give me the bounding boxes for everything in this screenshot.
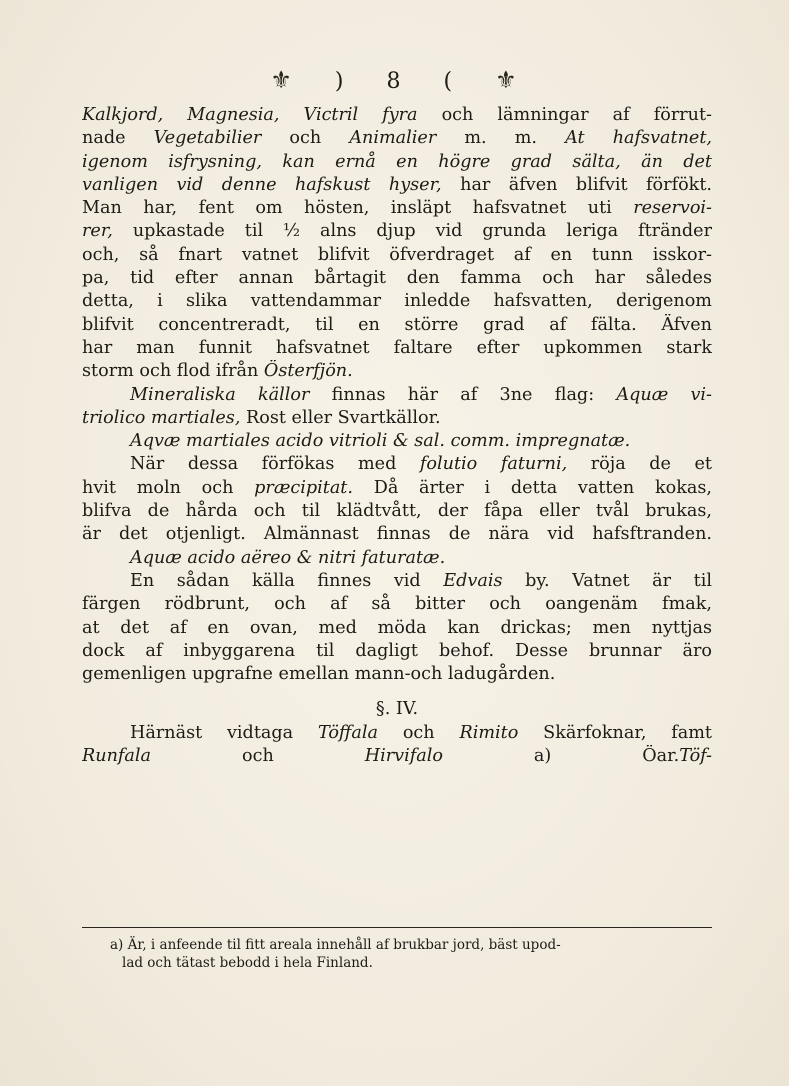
text-run: hvit moln och bbox=[82, 477, 255, 498]
text-run: pa, tid efter annan bårtagit den famma och har således bbox=[82, 268, 712, 289]
body-text bbox=[82, 104, 712, 768]
text-line bbox=[82, 570, 712, 593]
text-run: nade bbox=[82, 128, 154, 149]
text-italic: reservoi- bbox=[633, 198, 712, 219]
header-paren-left: ) bbox=[334, 69, 346, 94]
text-line bbox=[82, 197, 712, 220]
footnote-line: lad och tätast bebodd i hela Finland. bbox=[122, 955, 373, 971]
text-italic: Vegetabilier bbox=[153, 128, 262, 149]
text-run: by. Vatnet är til bbox=[502, 570, 712, 591]
page-number: 8 bbox=[386, 69, 403, 94]
text-italic: vanligen vid denne hafskust hyser, bbox=[82, 174, 442, 195]
text-run: §. IV. bbox=[375, 699, 419, 720]
text-run: Rost eller Svartkällor. bbox=[240, 407, 441, 428]
text-line bbox=[82, 384, 712, 407]
text-italic: Runfala bbox=[82, 746, 152, 767]
text-line bbox=[82, 430, 712, 453]
text-run: färgen rödbrunt, och af så bitter och oangenäm fmak, bbox=[82, 594, 712, 615]
text-line bbox=[82, 267, 712, 290]
text-line bbox=[82, 500, 712, 523]
text-line bbox=[82, 174, 712, 197]
text-run: och, så fnart vatnet blifvit öfverdraget af en tunn isskor- bbox=[82, 244, 712, 265]
text-line bbox=[82, 663, 712, 686]
text-line bbox=[82, 104, 712, 127]
fleur-de-lis-left-icon: ⚜ bbox=[270, 66, 294, 94]
footnote bbox=[110, 936, 712, 972]
text-italic: Aquæ vi- bbox=[616, 384, 712, 405]
text-line bbox=[82, 220, 712, 243]
text-run: Skärfoknar, famt bbox=[518, 722, 712, 743]
text-run: m. m. bbox=[436, 128, 566, 149]
text-line bbox=[82, 453, 712, 476]
page-header bbox=[0, 66, 789, 100]
text-italic: At hafsvatnet, bbox=[565, 128, 712, 149]
text-run: storm och flod ifrån bbox=[82, 361, 264, 382]
text-run: detta, i slika vattendammar inledde hafsvatten, derigenom bbox=[82, 291, 712, 312]
text-run: är det otjenligt. Almännast finnas de nära vid hafsftranden. bbox=[82, 524, 712, 545]
text-run: Man har, fent om hösten, insläpt hafsvatnet uti bbox=[82, 198, 634, 219]
text-line bbox=[82, 722, 712, 745]
text-run: gemenligen upgrafne emellan mann-och ladugården. bbox=[82, 664, 556, 685]
text-run: röja de et bbox=[567, 454, 712, 475]
text-line bbox=[82, 617, 712, 640]
text-line bbox=[82, 547, 712, 570]
text-run: och bbox=[151, 746, 365, 767]
text-run: Då ärter i detta vatten kokas, bbox=[352, 477, 712, 498]
section-gap bbox=[82, 686, 712, 698]
text-line bbox=[82, 640, 712, 663]
text-italic: igenom isfrysning, kan ernå en högre grad sälta, än det bbox=[82, 151, 712, 172]
text-italic: Mineraliska källor bbox=[130, 384, 310, 405]
text-line bbox=[82, 523, 712, 546]
text-run: finnas här af 3ne flag: bbox=[309, 384, 617, 405]
text-line bbox=[82, 477, 712, 500]
text-line bbox=[82, 337, 712, 360]
text-run: blifvit concentreradt, til en större grad af fälta. Äfven bbox=[82, 314, 712, 335]
text-italic: Kalkjord, Magnesia, Victril fyra bbox=[82, 105, 418, 125]
text-italic: Aquæ acido aëreo & nitri faturatæ. bbox=[130, 547, 446, 568]
text-line bbox=[82, 314, 712, 337]
text-run: och lämningar af förrut- bbox=[417, 105, 712, 125]
text-run: dock af inbyggarena til dagligt behof. Desse brunnar äro bbox=[82, 640, 712, 661]
text-run: upkastade til ½ alns djup vid grunda leriga ftränder bbox=[112, 221, 712, 242]
text-italic: Töf- bbox=[679, 746, 712, 767]
text-line bbox=[82, 407, 712, 430]
text-italic: præcipitat. bbox=[254, 477, 353, 498]
footnote-divider bbox=[82, 927, 712, 928]
header-paren-right: ( bbox=[443, 69, 455, 94]
text-line bbox=[82, 593, 712, 616]
text-italic: Rimito bbox=[459, 722, 519, 743]
text-italic: Animalier bbox=[349, 128, 437, 149]
text-run: blifva de hårda och til klädtvått, der fåpa eller tvål brukas, bbox=[82, 501, 712, 522]
text-run: och bbox=[378, 722, 460, 743]
fleur-de-lis-right-icon: ⚜ bbox=[495, 66, 519, 94]
text-line bbox=[82, 244, 712, 267]
text-line bbox=[82, 127, 712, 150]
footnote-line: a) Är, i anfeende til fitt areala innehåll af brukbar jord, bäst upod- bbox=[110, 937, 561, 953]
section-heading bbox=[82, 698, 712, 721]
text-run: Härnäst vidtaga bbox=[130, 722, 318, 743]
text-italic: rer, bbox=[82, 221, 113, 242]
text-run: och bbox=[261, 128, 350, 149]
text-run: at det af en ovan, med möda kan drickas; men nyttjas bbox=[82, 617, 712, 638]
text-run: När dessa förfökas med bbox=[130, 454, 420, 475]
text-italic: Edvais bbox=[443, 570, 503, 591]
text-run: har man funnit hafsvatnet faltare efter upkommen stark bbox=[82, 337, 712, 358]
text-italic: Töffala bbox=[317, 722, 379, 743]
text-italic: Österfjön. bbox=[263, 361, 353, 382]
text-italic: Hirvifalo bbox=[364, 746, 443, 767]
text-run: a) Öar. bbox=[442, 746, 680, 767]
text-line bbox=[82, 290, 712, 313]
text-italic: Aqvæ martiales acido vitrioli & sal. comm. impregnatæ. bbox=[130, 431, 631, 452]
text-italic: folutio faturni, bbox=[419, 454, 568, 475]
text-italic: triolico martiales, bbox=[82, 407, 241, 428]
text-line bbox=[82, 745, 712, 768]
text-run: En sådan källa finnes vid bbox=[130, 570, 444, 591]
text-line bbox=[82, 151, 712, 174]
text-run: har äfven blifvit förfökt. bbox=[441, 174, 712, 195]
text-line bbox=[82, 360, 712, 383]
